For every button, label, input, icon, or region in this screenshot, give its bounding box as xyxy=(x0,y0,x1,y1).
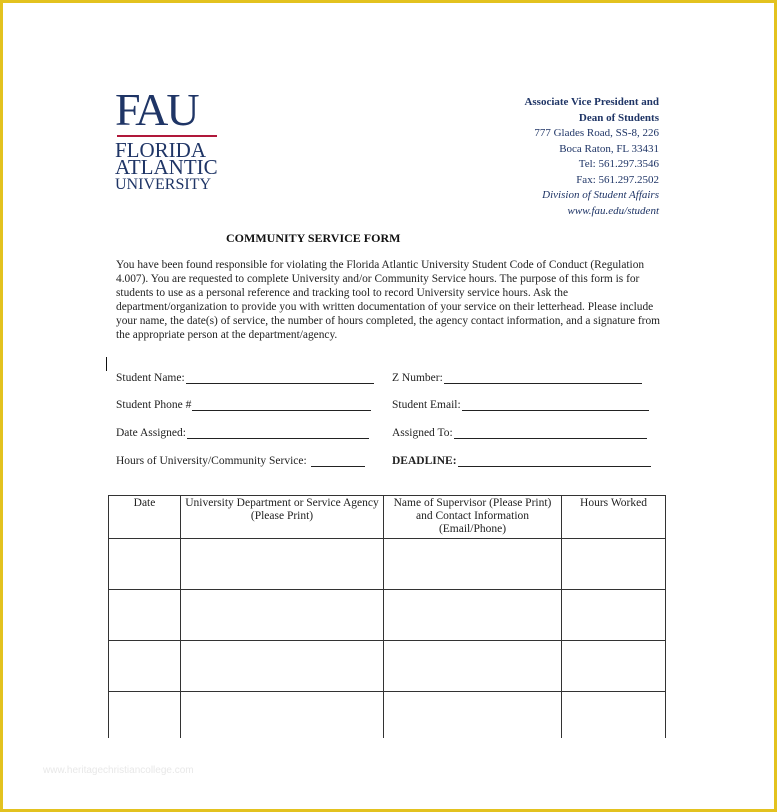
contact-title-line1: Associate Vice President and xyxy=(524,96,659,108)
intro-paragraph: You have been found responsible for violating the Florida Atlantic University Student Code of Conduct (Regulation 4.007). You are requested to complete University and/or Community Service hours. The purpose of this form is for students to use as a personal reference and tracking tool to record University service hours. Ask the department/organization to provide you with written documentation of your service on their letterhead. Please include your name, the date(s) of service, the number of hours completed, the agency contact information, and a signature from the appropriate person at the department/agency. xyxy=(116,259,661,341)
z-number-line[interactable] xyxy=(444,371,642,384)
service-hours-line[interactable] xyxy=(311,454,365,467)
header-agency: University Department or Service Agency (Please Print) xyxy=(181,496,384,539)
student-email-field[interactable] xyxy=(392,398,649,411)
contact-division: Division of Student Affairs xyxy=(542,189,659,201)
table-cell[interactable] xyxy=(109,692,181,739)
table-cell[interactable] xyxy=(562,692,666,739)
table-cell[interactable] xyxy=(181,692,384,739)
table-row xyxy=(109,692,666,739)
student-name-field[interactable] xyxy=(116,371,374,384)
date-assigned-line[interactable] xyxy=(187,426,369,439)
table-cell[interactable] xyxy=(181,590,384,641)
student-phone-field[interactable] xyxy=(116,398,371,411)
logo-rule xyxy=(117,135,217,137)
watermark: www.heritagechristiancollege.com xyxy=(43,765,194,776)
table-row xyxy=(109,641,666,692)
contact-block xyxy=(524,95,659,219)
header-date: Date xyxy=(109,496,181,539)
student-phone-label: Student Phone # xyxy=(116,399,192,411)
deadline-label: DEADLINE: xyxy=(392,455,457,467)
table-cell[interactable] xyxy=(562,641,666,692)
logo-mark: FAU xyxy=(115,84,198,135)
service-hours-label: Hours of University/Community Service: xyxy=(116,455,307,467)
contact-address: 777 Glades Road, SS-8, 226 xyxy=(534,127,659,139)
table-cell[interactable] xyxy=(181,641,384,692)
contact-website[interactable]: www.fau.edu/student xyxy=(567,204,659,217)
table-cell[interactable] xyxy=(109,539,181,590)
table-cell[interactable] xyxy=(384,590,562,641)
student-email-label: Student Email: xyxy=(392,399,461,411)
contact-phone: Tel: 561.297.3546 xyxy=(578,158,659,170)
student-email-line[interactable] xyxy=(462,398,649,411)
header-hours: Hours Worked xyxy=(562,496,666,539)
table-cell[interactable] xyxy=(109,590,181,641)
assigned-to-line[interactable] xyxy=(454,426,647,439)
z-number-label: Z Number: xyxy=(392,372,443,384)
form-title: COMMUNITY SERVICE FORM xyxy=(226,231,401,245)
contact-city: Boca Raton, FL 33431 xyxy=(559,142,659,155)
date-assigned-label: Date Assigned: xyxy=(116,427,186,439)
text-cursor xyxy=(106,357,107,371)
logo-line-atlantic: ATLANTIC xyxy=(115,155,218,179)
table-cell[interactable] xyxy=(562,539,666,590)
table-row xyxy=(109,590,666,641)
table-cell[interactable] xyxy=(181,539,384,590)
logo-line-university: UNIVERSITY xyxy=(115,176,211,193)
table-header-row xyxy=(109,496,666,539)
deadline-field[interactable] xyxy=(392,454,651,467)
logo-line-florida: FLORIDA xyxy=(115,138,207,162)
table-cell[interactable] xyxy=(109,641,181,692)
table-cell[interactable] xyxy=(562,590,666,641)
table-cell[interactable] xyxy=(384,539,562,590)
header-supervisor: Name of Supervisor (Please Print) and Contact Information (Email/Phone) xyxy=(384,496,562,539)
table-row xyxy=(109,539,666,590)
contact-title-line2: Dean of Students xyxy=(578,111,659,124)
student-name-line[interactable] xyxy=(186,371,374,384)
contact-fax: Fax: 561.297.2502 xyxy=(576,173,659,186)
service-log-table xyxy=(108,495,666,738)
assigned-to-field[interactable] xyxy=(392,426,647,439)
z-number-field[interactable] xyxy=(392,371,642,384)
assigned-to-label: Assigned To: xyxy=(392,427,453,439)
service-hours-field[interactable] xyxy=(116,454,365,467)
table-cell[interactable] xyxy=(384,641,562,692)
date-assigned-field[interactable] xyxy=(116,426,369,439)
student-name-label: Student Name: xyxy=(116,372,185,384)
fau-logo xyxy=(115,84,225,193)
deadline-line[interactable] xyxy=(458,454,651,467)
table-cell[interactable] xyxy=(384,692,562,739)
student-phone-line[interactable] xyxy=(192,398,371,411)
